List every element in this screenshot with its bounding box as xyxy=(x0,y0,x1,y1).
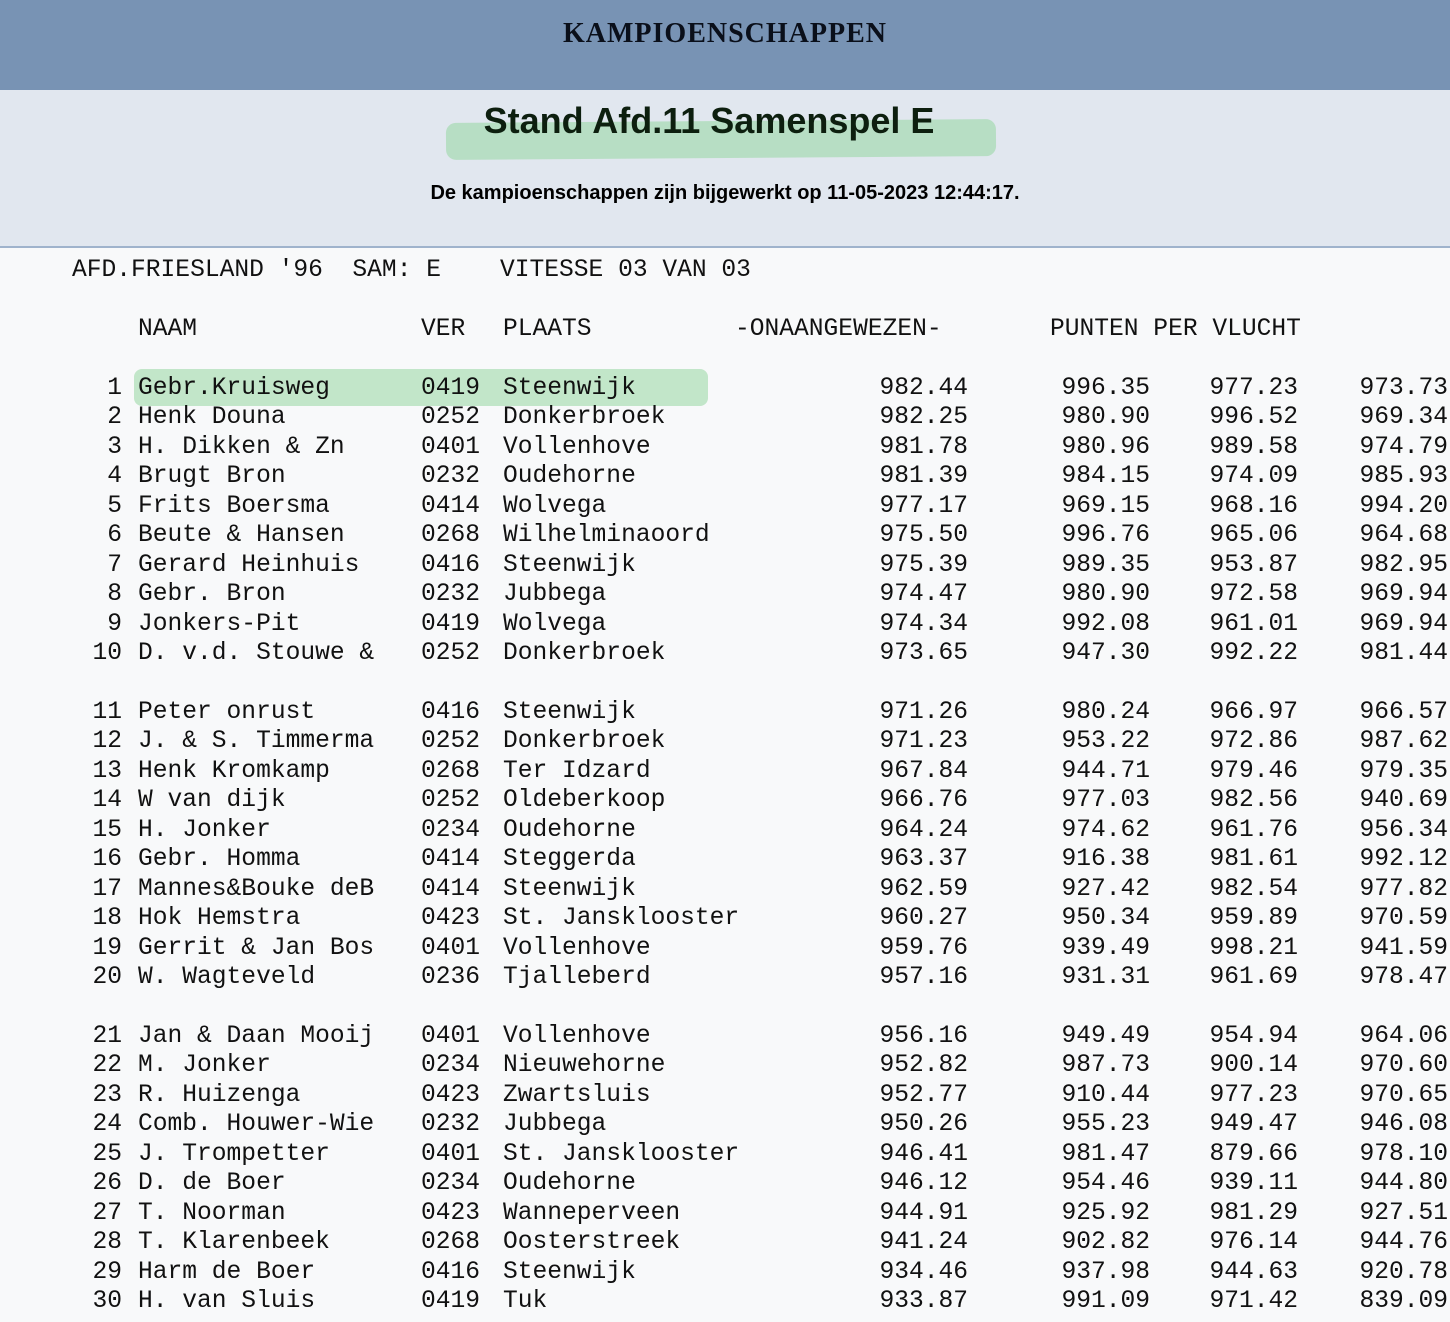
table-row xyxy=(0,845,1450,875)
name-cell: Peter onrust xyxy=(138,699,316,726)
onaangewezen-cell: 933.87 xyxy=(879,1288,968,1316)
rank-cell: 15 xyxy=(92,816,122,844)
punten-vlucht-3-cell: 839.09 xyxy=(1359,1288,1448,1316)
plaats-cell: Jubbega xyxy=(503,581,607,609)
name-cell: Harm de Boer xyxy=(138,1258,316,1286)
col-ver: VER xyxy=(421,316,466,343)
punten-vlucht-1-cell: 955.23 xyxy=(1061,1111,1150,1139)
ver-cell: 0236 xyxy=(421,964,481,992)
updated-timestamp: De kampioenschappen zijn bijgewerkt op 11-05-2023 12:44:17. xyxy=(430,182,1020,204)
onaangewezen-cell: 982.44 xyxy=(879,375,968,402)
punten-vlucht-1-cell: 927.42 xyxy=(1061,875,1150,903)
onaangewezen-cell: 946.12 xyxy=(879,1170,968,1198)
table-row xyxy=(0,1081,1450,1111)
name-cell: J. & S. Timmerma xyxy=(138,728,375,756)
punten-vlucht-2-cell: 939.11 xyxy=(1209,1170,1298,1198)
punten-vlucht-2-cell: 976.14 xyxy=(1209,1229,1298,1257)
ver-cell: 0416 xyxy=(421,699,481,726)
plaats-cell: Ter Idzard xyxy=(503,757,651,785)
punten-vlucht-3-cell: 964.68 xyxy=(1359,522,1448,550)
plaats-cell: Jubbega xyxy=(503,1111,607,1139)
ver-cell: 0234 xyxy=(421,1052,481,1080)
punten-vlucht-2-cell: 989.58 xyxy=(1209,433,1298,461)
plaats-cell: Oudehorne xyxy=(503,463,636,491)
punten-vlucht-1-cell: 949.49 xyxy=(1061,1023,1150,1050)
name-cell: D. v.d. Stouwe & xyxy=(138,640,375,668)
name-cell: Henk Douna xyxy=(138,404,286,432)
plaats-cell: Steenwijk xyxy=(503,1258,636,1286)
onaangewezen-cell: 967.84 xyxy=(879,757,968,785)
punten-vlucht-3-cell: 966.57 xyxy=(1359,699,1448,726)
table-row xyxy=(0,1258,1450,1288)
punten-vlucht-2-cell: 974.09 xyxy=(1209,463,1298,491)
rank-cell: 1 xyxy=(107,375,122,402)
punten-vlucht-1-cell: 953.22 xyxy=(1061,728,1150,756)
punten-vlucht-1-cell: 902.82 xyxy=(1061,1229,1150,1257)
name-cell: Jan & Daan Mooij xyxy=(138,1023,375,1050)
rank-cell: 18 xyxy=(92,905,122,933)
name-cell: Beute & Hansen xyxy=(138,522,345,550)
table-row xyxy=(0,1199,1450,1229)
name-cell: H. Jonker xyxy=(138,816,271,844)
punten-vlucht-1-cell: 947.30 xyxy=(1061,640,1150,668)
punten-vlucht-2-cell: 982.54 xyxy=(1209,875,1298,903)
rank-cell: 7 xyxy=(107,551,122,579)
punten-vlucht-3-cell: 978.47 xyxy=(1359,964,1448,992)
top-banner xyxy=(0,0,1450,90)
stand-title xyxy=(0,100,1450,142)
rank-cell: 16 xyxy=(92,846,122,874)
name-cell: T. Noorman xyxy=(138,1199,286,1227)
punten-vlucht-2-cell: 954.94 xyxy=(1209,1023,1298,1050)
table-row xyxy=(0,374,1450,404)
name-cell: Gerard Heinhuis xyxy=(138,551,360,579)
punten-vlucht-3-cell: 979.35 xyxy=(1359,757,1448,785)
table-row xyxy=(0,698,1450,728)
punten-vlucht-3-cell: 974.79 xyxy=(1359,433,1448,461)
rank-cell: 8 xyxy=(107,581,122,609)
table-row xyxy=(0,727,1450,757)
ver-cell: 0419 xyxy=(421,1288,481,1316)
punten-vlucht-2-cell: 961.76 xyxy=(1209,816,1298,844)
punten-vlucht-2-cell: 972.86 xyxy=(1209,728,1298,756)
punten-vlucht-1-cell: 996.35 xyxy=(1061,375,1150,402)
table-row xyxy=(0,610,1450,640)
punten-vlucht-2-cell: 966.97 xyxy=(1209,699,1298,726)
rank-cell: 10 xyxy=(92,640,122,668)
name-cell: Gebr. Bron xyxy=(138,581,286,609)
onaangewezen-cell: 952.77 xyxy=(879,1081,968,1109)
name-cell: W. Wagteveld xyxy=(138,964,316,992)
punten-vlucht-3-cell: 964.06 xyxy=(1359,1023,1448,1050)
plaats-cell: Steggerda xyxy=(503,846,636,874)
rank-cell: 28 xyxy=(92,1229,122,1257)
plaats-cell: Zwartsluis xyxy=(503,1081,651,1109)
rank-cell: 21 xyxy=(92,1023,122,1050)
name-cell: Mannes&Bouke deB xyxy=(138,875,375,903)
ver-cell: 0401 xyxy=(421,433,481,461)
onaangewezen-cell: 977.17 xyxy=(879,492,968,520)
punten-vlucht-1-cell: 991.09 xyxy=(1061,1288,1150,1316)
table-row xyxy=(0,462,1450,492)
table-row xyxy=(0,639,1450,669)
punten-vlucht-1-cell: 944.71 xyxy=(1061,757,1150,785)
onaangewezen-cell: 950.26 xyxy=(879,1111,968,1139)
plaats-cell: Wolvega xyxy=(503,610,607,638)
table-row xyxy=(0,1022,1450,1052)
ver-cell: 0234 xyxy=(421,1170,481,1198)
name-cell: Brugt Bron xyxy=(138,463,286,491)
table-row xyxy=(0,1110,1450,1140)
onaangewezen-cell: 974.34 xyxy=(879,610,968,638)
punten-vlucht-1-cell: 996.76 xyxy=(1061,522,1150,550)
table-row xyxy=(0,521,1450,551)
plaats-cell: Oosterstreek xyxy=(503,1229,681,1257)
table-row xyxy=(0,786,1450,816)
punten-vlucht-1-cell: 981.47 xyxy=(1061,1140,1150,1168)
rank-cell: 20 xyxy=(92,964,122,992)
punten-vlucht-2-cell: 996.52 xyxy=(1209,404,1298,432)
punten-vlucht-3-cell: 944.76 xyxy=(1359,1229,1448,1257)
punten-vlucht-2-cell: 971.42 xyxy=(1209,1288,1298,1316)
onaangewezen-cell: 963.37 xyxy=(879,846,968,874)
punten-vlucht-2-cell: 982.56 xyxy=(1209,787,1298,815)
punten-vlucht-3-cell: 970.65 xyxy=(1359,1081,1448,1109)
rank-cell: 14 xyxy=(92,787,122,815)
punten-vlucht-3-cell: 946.08 xyxy=(1359,1111,1448,1139)
table-row xyxy=(0,580,1450,610)
table-row xyxy=(0,963,1450,993)
punten-vlucht-1-cell: 969.15 xyxy=(1061,492,1150,520)
name-cell: Frits Boersma xyxy=(138,492,330,520)
punten-vlucht-3-cell: 927.51 xyxy=(1359,1199,1448,1227)
table-row xyxy=(0,1228,1450,1258)
punten-vlucht-1-cell: 980.90 xyxy=(1061,581,1150,609)
punten-vlucht-3-cell: 920.78 xyxy=(1359,1258,1448,1286)
name-cell: W van dijk xyxy=(138,787,286,815)
ver-cell: 0232 xyxy=(421,463,481,491)
punten-vlucht-3-cell: 941.59 xyxy=(1359,934,1448,962)
ver-cell: 0423 xyxy=(421,905,481,933)
name-cell: Gebr.Kruisweg xyxy=(138,375,330,402)
table-row xyxy=(0,1051,1450,1081)
plaats-cell: Wanneperveen xyxy=(503,1199,681,1227)
onaangewezen-cell: 956.16 xyxy=(879,1023,968,1050)
table-row xyxy=(0,433,1450,463)
plaats-cell: Steenwijk xyxy=(503,375,636,402)
plaats-cell: Wilhelminaoord xyxy=(503,522,710,550)
punten-vlucht-1-cell: 977.03 xyxy=(1061,787,1150,815)
onaangewezen-cell: 974.47 xyxy=(879,581,968,609)
ver-cell: 0252 xyxy=(421,404,481,432)
ver-cell: 0232 xyxy=(421,1111,481,1139)
onaangewezen-cell: 981.78 xyxy=(879,433,968,461)
ver-cell: 0252 xyxy=(421,787,481,815)
punten-vlucht-2-cell: 981.29 xyxy=(1209,1199,1298,1227)
subheader-panel xyxy=(0,90,1450,248)
rank-cell: 27 xyxy=(92,1199,122,1227)
plaats-cell: Oldeberkoop xyxy=(503,787,666,815)
onaangewezen-cell: 952.82 xyxy=(879,1052,968,1080)
rank-cell: 26 xyxy=(92,1170,122,1198)
punten-vlucht-1-cell: 989.35 xyxy=(1061,551,1150,579)
plaats-cell: Tuk xyxy=(503,1288,548,1316)
ver-cell: 0252 xyxy=(421,728,481,756)
ver-cell: 0419 xyxy=(421,610,481,638)
punten-vlucht-2-cell: 972.58 xyxy=(1209,581,1298,609)
plaats-cell: Donkerbroek xyxy=(503,404,666,432)
ver-cell: 0423 xyxy=(421,1081,481,1109)
table-row xyxy=(0,492,1450,522)
punten-vlucht-3-cell: 969.94 xyxy=(1359,610,1448,638)
stand-title-text: Stand Afd.11 Samenspel E xyxy=(483,100,935,141)
onaangewezen-cell: 960.27 xyxy=(879,905,968,933)
punten-vlucht-3-cell: 970.60 xyxy=(1359,1052,1448,1080)
rank-cell: 5 xyxy=(107,492,122,520)
rank-cell: 17 xyxy=(92,875,122,903)
rank-cell: 29 xyxy=(92,1258,122,1286)
punten-vlucht-2-cell: 961.01 xyxy=(1209,610,1298,638)
punten-vlucht-1-cell: 974.62 xyxy=(1061,816,1150,844)
punten-vlucht-1-cell: 910.44 xyxy=(1061,1081,1150,1109)
name-cell: R. Huizenga xyxy=(138,1081,301,1109)
plaats-cell: Nieuwehorne xyxy=(503,1052,666,1080)
table-row xyxy=(0,816,1450,846)
onaangewezen-cell: 966.76 xyxy=(879,787,968,815)
punten-vlucht-2-cell: 953.87 xyxy=(1209,551,1298,579)
punten-vlucht-1-cell: 980.24 xyxy=(1061,699,1150,726)
ver-cell: 0268 xyxy=(421,522,481,550)
table-row xyxy=(0,1169,1450,1199)
punten-vlucht-2-cell: 981.61 xyxy=(1209,846,1298,874)
ver-cell: 0419 xyxy=(421,375,481,402)
onaangewezen-cell: 982.25 xyxy=(879,404,968,432)
ver-cell: 0401 xyxy=(421,1023,481,1050)
onaangewezen-cell: 971.23 xyxy=(879,728,968,756)
onaangewezen-cell: 959.76 xyxy=(879,934,968,962)
name-cell: Henk Kromkamp xyxy=(138,757,330,785)
plaats-cell: Oudehorne xyxy=(503,1170,636,1198)
punten-vlucht-1-cell: 939.49 xyxy=(1061,934,1150,962)
name-cell: J. Trompetter xyxy=(138,1140,330,1168)
punten-vlucht-2-cell: 965.06 xyxy=(1209,522,1298,550)
punten-vlucht-3-cell: 978.10 xyxy=(1359,1140,1448,1168)
name-cell: Jonkers-Pit xyxy=(138,610,301,638)
page-heading: KAMPIOENSCHAPPEN xyxy=(563,18,887,49)
punten-vlucht-1-cell: 954.46 xyxy=(1061,1170,1150,1198)
ver-cell: 0252 xyxy=(421,640,481,668)
ver-cell: 0268 xyxy=(421,757,481,785)
name-cell: T. Klarenbeek xyxy=(138,1229,330,1257)
punten-vlucht-1-cell: 937.98 xyxy=(1061,1258,1150,1286)
punten-vlucht-1-cell: 950.34 xyxy=(1061,905,1150,933)
onaangewezen-cell: 962.59 xyxy=(879,875,968,903)
punten-vlucht-3-cell: 973.73 xyxy=(1359,375,1448,402)
punten-vlucht-2-cell: 879.66 xyxy=(1209,1140,1298,1168)
name-cell: D. de Boer xyxy=(138,1170,286,1198)
punten-vlucht-3-cell: 970.59 xyxy=(1359,905,1448,933)
rank-cell: 25 xyxy=(92,1140,122,1168)
plaats-cell: Oudehorne xyxy=(503,816,636,844)
table-row xyxy=(0,904,1450,934)
ver-cell: 0414 xyxy=(421,875,481,903)
table-row xyxy=(0,403,1450,433)
name-cell: H. Dikken & Zn xyxy=(138,433,345,461)
name-cell: Hok Hemstra xyxy=(138,905,301,933)
punten-vlucht-1-cell: 980.96 xyxy=(1061,433,1150,461)
ver-cell: 0416 xyxy=(421,551,481,579)
name-cell: Gerrit & Jan Bos xyxy=(138,934,375,962)
ver-cell: 0234 xyxy=(421,816,481,844)
plaats-cell: Vollenhove xyxy=(503,934,651,962)
ver-cell: 0414 xyxy=(421,846,481,874)
punten-vlucht-3-cell: 969.34 xyxy=(1359,404,1448,432)
plaats-cell: St. Jansklooster xyxy=(503,905,740,933)
punten-vlucht-3-cell: 944.80 xyxy=(1359,1170,1448,1198)
punten-vlucht-1-cell: 916.38 xyxy=(1061,846,1150,874)
rank-cell: 23 xyxy=(92,1081,122,1109)
rank-cell: 19 xyxy=(92,934,122,962)
punten-vlucht-2-cell: 961.69 xyxy=(1209,964,1298,992)
plaats-cell: Donkerbroek xyxy=(503,640,666,668)
punten-vlucht-1-cell: 984.15 xyxy=(1061,463,1150,491)
ver-cell: 0416 xyxy=(421,1258,481,1286)
punten-vlucht-2-cell: 949.47 xyxy=(1209,1111,1298,1139)
rank-cell: 4 xyxy=(107,463,122,491)
ver-cell: 0268 xyxy=(421,1229,481,1257)
punten-vlucht-3-cell: 994.20 xyxy=(1359,492,1448,520)
table-row xyxy=(0,875,1450,905)
punten-vlucht-2-cell: 900.14 xyxy=(1209,1052,1298,1080)
plaats-cell: Steenwijk xyxy=(503,699,636,726)
onaangewezen-cell: 971.26 xyxy=(879,699,968,726)
plaats-cell: Steenwijk xyxy=(503,551,636,579)
ver-cell: 0414 xyxy=(421,492,481,520)
punten-vlucht-3-cell: 940.69 xyxy=(1359,787,1448,815)
punten-vlucht-3-cell: 956.34 xyxy=(1359,816,1448,844)
ver-cell: 0401 xyxy=(421,1140,481,1168)
plaats-cell: Tjalleberd xyxy=(503,964,651,992)
table-row xyxy=(0,551,1450,581)
report-content xyxy=(0,250,1450,1322)
plaats-cell: St. Jansklooster xyxy=(503,1140,740,1168)
rank-cell: 3 xyxy=(107,433,122,461)
punten-vlucht-2-cell: 977.23 xyxy=(1209,375,1298,402)
rank-cell: 24 xyxy=(92,1111,122,1139)
name-cell: Gebr. Homma xyxy=(138,846,301,874)
ver-cell: 0423 xyxy=(421,1199,481,1227)
punten-vlucht-2-cell: 979.46 xyxy=(1209,757,1298,785)
punten-vlucht-3-cell: 982.95 xyxy=(1359,551,1448,579)
punten-vlucht-1-cell: 925.92 xyxy=(1061,1199,1150,1227)
rank-cell: 9 xyxy=(107,610,122,638)
punten-vlucht-3-cell: 969.94 xyxy=(1359,581,1448,609)
onaangewezen-cell: 975.39 xyxy=(879,551,968,579)
plaats-cell: Wolvega xyxy=(503,492,607,520)
rank-cell: 30 xyxy=(92,1288,122,1316)
table-row xyxy=(0,1140,1450,1170)
col-plaats: PLAATS xyxy=(503,316,592,343)
table-row xyxy=(0,934,1450,964)
onaangewezen-cell: 944.91 xyxy=(879,1199,968,1227)
rank-cell: 2 xyxy=(107,404,122,432)
punten-vlucht-1-cell: 931.31 xyxy=(1061,964,1150,992)
rank-cell: 11 xyxy=(92,699,122,726)
name-cell: M. Jonker xyxy=(138,1052,271,1080)
punten-vlucht-3-cell: 981.44 xyxy=(1359,640,1448,668)
plaats-cell: Vollenhove xyxy=(503,1023,651,1050)
rank-cell: 12 xyxy=(92,728,122,756)
rank-cell: 6 xyxy=(107,522,122,550)
punten-vlucht-2-cell: 959.89 xyxy=(1209,905,1298,933)
punten-vlucht-3-cell: 985.93 xyxy=(1359,463,1448,491)
punten-vlucht-2-cell: 992.22 xyxy=(1209,640,1298,668)
ver-cell: 0401 xyxy=(421,934,481,962)
rank-cell: 13 xyxy=(92,757,122,785)
name-cell: H. van Sluis xyxy=(138,1288,316,1316)
col-punten: PUNTEN PER VLUCHT xyxy=(1050,316,1301,343)
punten-vlucht-2-cell: 977.23 xyxy=(1209,1081,1298,1109)
punten-vlucht-3-cell: 977.82 xyxy=(1359,875,1448,903)
onaangewezen-cell: 957.16 xyxy=(879,964,968,992)
punten-vlucht-1-cell: 992.08 xyxy=(1061,610,1150,638)
table-row xyxy=(0,1287,1450,1317)
plaats-cell: Vollenhove xyxy=(503,433,651,461)
col-onaangewezen: -ONAANGEWEZEN- xyxy=(735,316,942,343)
punten-vlucht-1-cell: 987.73 xyxy=(1061,1052,1150,1080)
report-meta: AFD.FRIESLAND '96 SAM: E VITESSE 03 VAN 03 xyxy=(72,257,751,284)
name-cell: Comb. Houwer-Wie xyxy=(138,1111,375,1139)
punten-vlucht-2-cell: 998.21 xyxy=(1209,934,1298,962)
onaangewezen-cell: 941.24 xyxy=(879,1229,968,1257)
punten-vlucht-1-cell: 980.90 xyxy=(1061,404,1150,432)
punten-vlucht-2-cell: 968.16 xyxy=(1209,492,1298,520)
plaats-cell: Steenwijk xyxy=(503,875,636,903)
col-naam: NAAM xyxy=(138,316,198,343)
rank-cell: 22 xyxy=(92,1052,122,1080)
onaangewezen-cell: 973.65 xyxy=(879,640,968,668)
column-headers xyxy=(0,315,1450,345)
onaangewezen-cell: 934.46 xyxy=(879,1258,968,1286)
onaangewezen-cell: 964.24 xyxy=(879,816,968,844)
punten-vlucht-3-cell: 987.62 xyxy=(1359,728,1448,756)
punten-vlucht-3-cell: 992.12 xyxy=(1359,846,1448,874)
table-row xyxy=(0,757,1450,787)
plaats-cell: Donkerbroek xyxy=(503,728,666,756)
onaangewezen-cell: 946.41 xyxy=(879,1140,968,1168)
ver-cell: 0232 xyxy=(421,581,481,609)
onaangewezen-cell: 981.39 xyxy=(879,463,968,491)
onaangewezen-cell: 975.50 xyxy=(879,522,968,550)
punten-vlucht-2-cell: 944.63 xyxy=(1209,1258,1298,1286)
